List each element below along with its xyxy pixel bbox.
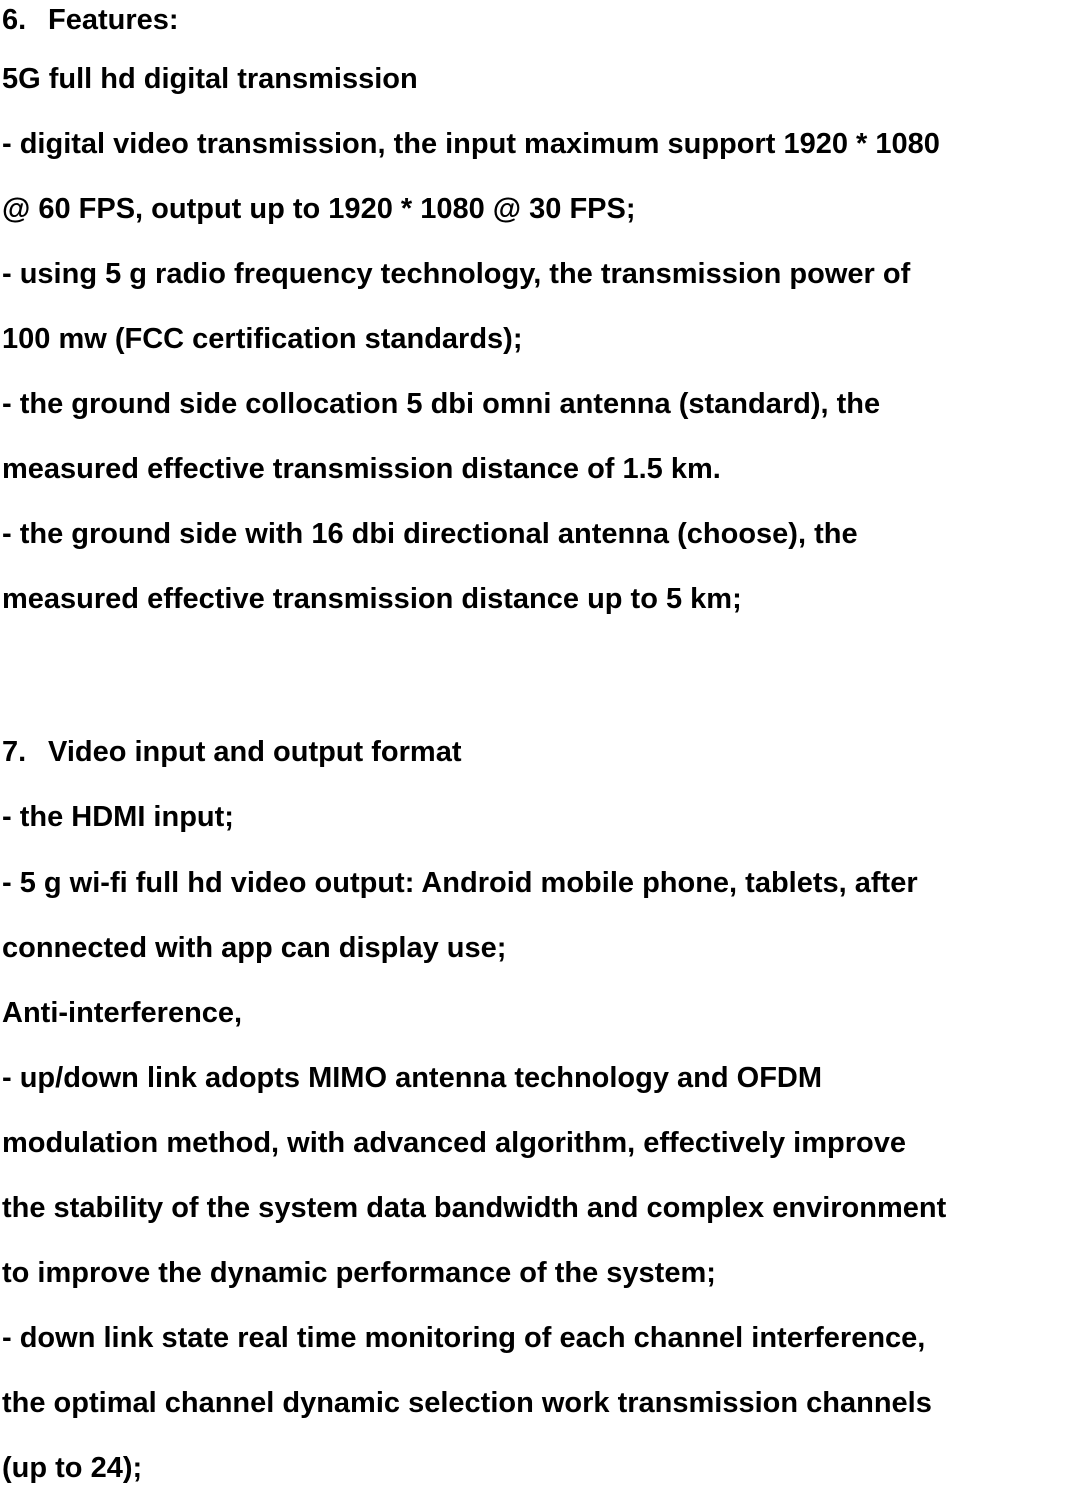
section-6-line: - the ground side collocation 5 dbi omni antenna (standard), the bbox=[2, 388, 881, 420]
section-7-heading bbox=[2, 735, 461, 769]
section-6-line: 5G full hd digital transmission bbox=[2, 63, 418, 95]
section-7-line: the optimal channel dynamic selection work transmission channels bbox=[2, 1387, 932, 1419]
section-6-line: - digital video transmission, the input maximum support 1920 * 1080 bbox=[2, 128, 940, 160]
section-7-line: connected with app can display use; bbox=[2, 932, 507, 964]
section-6-number: 6. bbox=[2, 4, 27, 36]
section-6-line: measured effective transmission distance of 1.5 km. bbox=[2, 453, 721, 485]
section-7-line: - 5 g wi-fi full hd video output: Android mobile phone, tablets, after bbox=[2, 867, 918, 899]
section-7-line: - up/down link adopts MIMO antenna technology and OFDM bbox=[2, 1062, 823, 1094]
section-6-line: - using 5 g radio frequency technology, the transmission power of bbox=[2, 258, 911, 290]
section-6-line: measured effective transmission distance up to 5 km; bbox=[2, 583, 742, 615]
section-7-line: - down link state real time monitoring of each channel interference, bbox=[2, 1322, 926, 1354]
section-7-line: Anti-interference, bbox=[2, 997, 243, 1029]
section-7-line: (up to 24); bbox=[2, 1452, 143, 1484]
section-6-line: @ 60 FPS, output up to 1920 * 1080 @ 30 FPS; bbox=[2, 193, 636, 225]
section-6-heading bbox=[2, 3, 179, 37]
section-7-number: 7. bbox=[2, 736, 27, 768]
section-7-line: modulation method, with advanced algorithm, effectively improve bbox=[2, 1127, 906, 1159]
section-7-line: to improve the dynamic performance of the system; bbox=[2, 1257, 716, 1289]
section-7-title: Video input and output format bbox=[48, 736, 462, 768]
section-7-line: the stability of the system data bandwidth and complex environment bbox=[2, 1192, 947, 1224]
section-7-line: - the HDMI input; bbox=[2, 801, 234, 833]
section-6-line: - the ground side with 16 dbi directional antenna (choose), the bbox=[2, 518, 858, 550]
section-6-title: Features: bbox=[48, 4, 179, 36]
section-6-line: 100 mw (FCC certification standards); bbox=[2, 323, 523, 355]
